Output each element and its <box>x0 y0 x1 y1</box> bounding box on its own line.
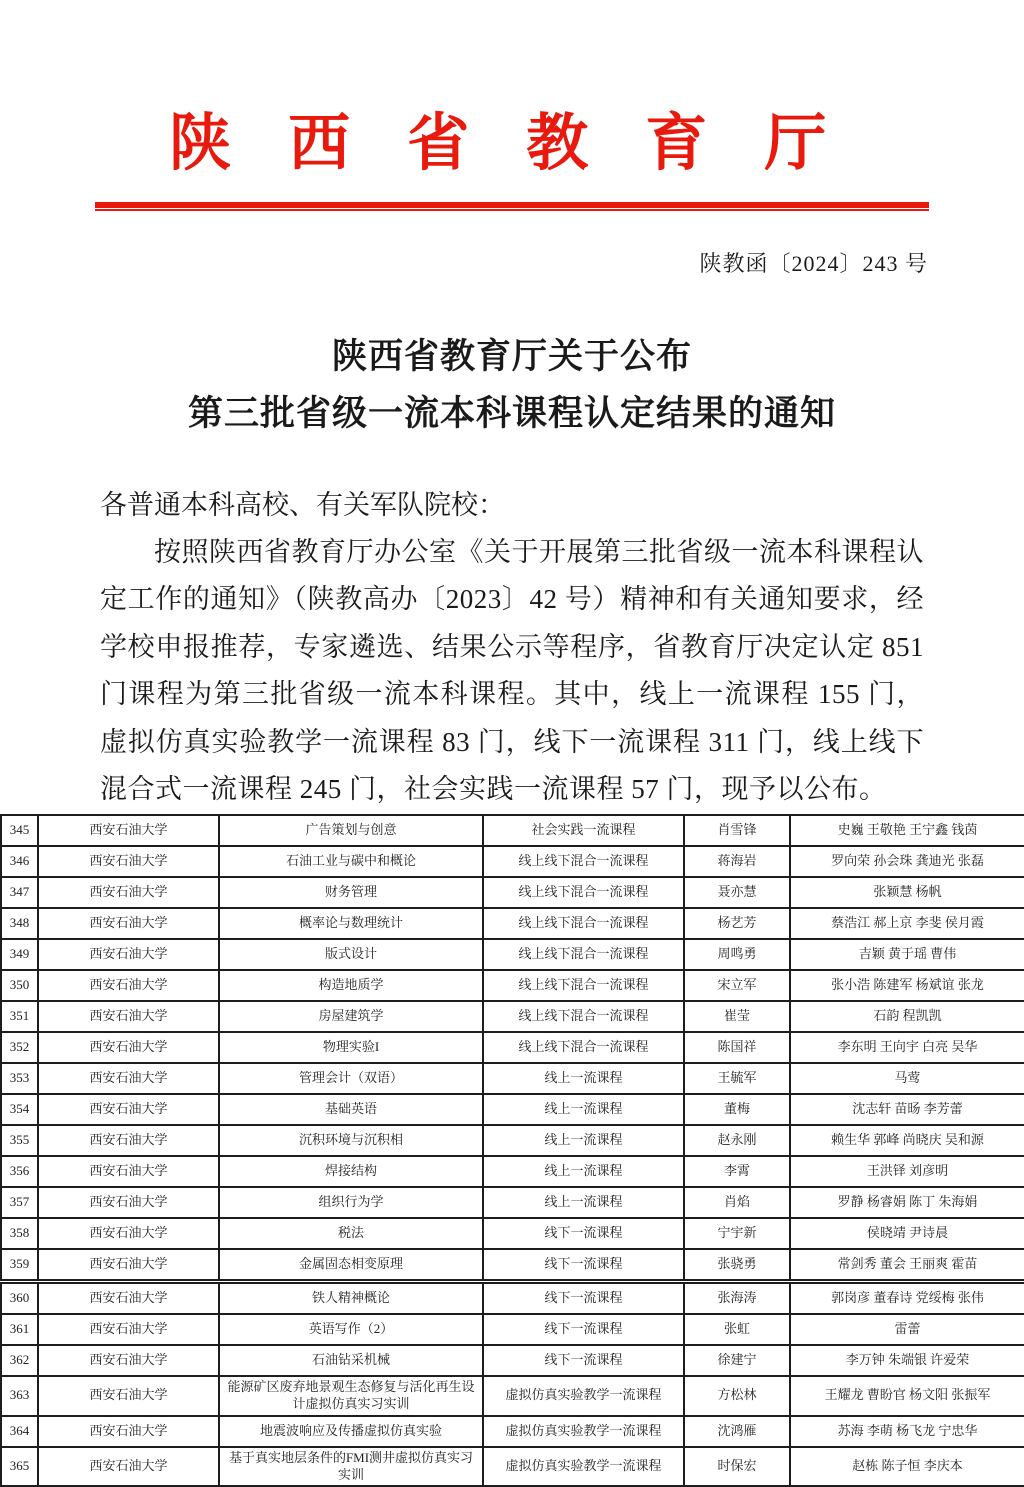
course-name-cell: 能源矿区废弃地景观生态修复与活化再生设计虚拟仿真实习实训 <box>219 1376 483 1416</box>
leader-cell: 肖焰 <box>684 1187 790 1218</box>
notice-title-line1: 陕西省教育厅关于公布 <box>331 336 692 376</box>
course-name-cell: 基于真实地层条件的FMI测井虚拟仿真实习实训 <box>219 1447 483 1487</box>
school-cell: 西安石油大学 <box>38 939 219 970</box>
table-row <box>1 877 1024 908</box>
course-type-cell: 虚拟仿真实验教学一流课程 <box>483 1416 684 1447</box>
course-name-cell: 财务管理 <box>219 877 483 908</box>
row-number-cell: 353 <box>1 1063 38 1094</box>
course-table <box>0 814 1024 1487</box>
team-cell: 张小浩 陈建军 杨斌谊 张龙 <box>790 970 1024 1001</box>
course-type-cell: 线上线下混合一流课程 <box>483 970 684 1001</box>
course-type-cell: 线下一流课程 <box>483 1281 684 1314</box>
leader-cell: 陈国祥 <box>684 1032 790 1063</box>
school-cell: 西安石油大学 <box>38 1416 219 1447</box>
school-cell: 西安石油大学 <box>38 1376 219 1416</box>
leader-cell: 宁宇新 <box>684 1218 790 1249</box>
course-name-cell: 石油钻采机械 <box>219 1345 483 1376</box>
course-name-cell: 地震波响应及传播虚拟仿真实验 <box>219 1416 483 1447</box>
school-cell: 西安石油大学 <box>38 970 219 1001</box>
table-row <box>1 1218 1024 1249</box>
team-cell: 赖生华 郭峰 尚晓庆 吴和源 <box>790 1125 1024 1156</box>
school-cell: 西安石油大学 <box>38 1218 219 1249</box>
team-cell: 苏海 李萌 杨飞龙 宁忠华 <box>790 1416 1024 1447</box>
course-name-cell: 概率论与数理统计 <box>219 908 483 939</box>
leader-cell: 杨艺芳 <box>684 908 790 939</box>
school-cell: 西安石油大学 <box>38 1249 219 1282</box>
team-cell: 罗向荣 孙会珠 龚迪光 张磊 <box>790 846 1024 877</box>
course-name-cell: 构造地质学 <box>219 970 483 1001</box>
course-type-cell: 线下一流课程 <box>483 1345 684 1376</box>
course-type-cell: 线上线下混合一流课程 <box>483 1001 684 1032</box>
leader-cell: 张骁勇 <box>684 1249 790 1282</box>
table-row <box>1 1447 1024 1487</box>
course-type-cell: 虚拟仿真实验教学一流课程 <box>483 1447 684 1487</box>
table-row <box>1 1063 1024 1094</box>
leader-cell: 方松林 <box>684 1376 790 1416</box>
course-type-cell: 线上一流课程 <box>483 1156 684 1187</box>
team-cell: 李万钟 朱端银 许爱荣 <box>790 1345 1024 1376</box>
table-row <box>1 846 1024 877</box>
team-cell: 王洪铎 刘彦明 <box>790 1156 1024 1187</box>
table-row <box>1 1094 1024 1125</box>
team-cell: 赵栋 陈子恒 李庆本 <box>790 1447 1024 1487</box>
school-cell: 西安石油大学 <box>38 846 219 877</box>
table-row <box>1 1125 1024 1156</box>
table-row <box>1 1001 1024 1032</box>
red-divider-rule <box>95 202 929 211</box>
team-cell: 石韵 程凯凯 <box>790 1001 1024 1032</box>
table-row <box>1 1187 1024 1218</box>
leader-cell: 徐建宁 <box>684 1345 790 1376</box>
leader-cell: 李霄 <box>684 1156 790 1187</box>
course-name-cell: 焊接结构 <box>219 1156 483 1187</box>
leader-cell: 赵永刚 <box>684 1125 790 1156</box>
leader-cell: 张虹 <box>684 1314 790 1345</box>
course-name-cell: 广告策划与创意 <box>219 815 483 846</box>
table-row <box>1 970 1024 1001</box>
school-cell: 西安石油大学 <box>38 1281 219 1314</box>
row-number-cell: 364 <box>1 1416 38 1447</box>
course-type-cell: 虚拟仿真实验教学一流课程 <box>483 1376 684 1416</box>
team-cell: 罗静 杨睿娟 陈丁 朱海娟 <box>790 1187 1024 1218</box>
school-cell: 西安石油大学 <box>38 815 219 846</box>
row-number-cell: 347 <box>1 877 38 908</box>
course-type-cell: 社会实践一流课程 <box>483 815 684 846</box>
course-name-cell: 英语写作（2） <box>219 1314 483 1345</box>
school-cell: 西安石油大学 <box>38 1032 219 1063</box>
table-row <box>1 1416 1024 1447</box>
row-number-cell: 350 <box>1 970 38 1001</box>
leader-cell: 蒋海岩 <box>684 846 790 877</box>
school-cell: 西安石油大学 <box>38 1001 219 1032</box>
row-number-cell: 360 <box>1 1281 38 1314</box>
course-name-cell: 税法 <box>219 1218 483 1249</box>
school-cell: 西安石油大学 <box>38 1125 219 1156</box>
team-cell: 常剑秀 董会 王丽爽 霍苗 <box>790 1249 1024 1282</box>
team-cell: 蔡浩江 郝上京 李斐 侯月霞 <box>790 908 1024 939</box>
team-cell: 雷蕾 <box>790 1314 1024 1345</box>
school-cell: 西安石油大学 <box>38 1447 219 1487</box>
agency-header-title: 陕西省教育厅 <box>169 110 884 178</box>
course-name-cell: 金属固态相变原理 <box>219 1249 483 1282</box>
school-cell: 西安石油大学 <box>38 877 219 908</box>
team-cell: 侯晓靖 尹诗晨 <box>790 1218 1024 1249</box>
team-cell: 吉颖 黄于瑶 曹伟 <box>790 939 1024 970</box>
course-name-cell: 石油工业与碳中和概论 <box>219 846 483 877</box>
row-number-cell: 348 <box>1 908 38 939</box>
team-cell: 郭岗彦 董春诗 党绥梅 张伟 <box>790 1281 1024 1314</box>
row-number-cell: 358 <box>1 1218 38 1249</box>
row-number-cell: 357 <box>1 1187 38 1218</box>
school-cell: 西安石油大学 <box>38 908 219 939</box>
row-number-cell: 361 <box>1 1314 38 1345</box>
row-number-cell: 356 <box>1 1156 38 1187</box>
course-table-body <box>1 815 1024 1487</box>
row-number-cell: 362 <box>1 1345 38 1376</box>
course-name-cell: 房屋建筑学 <box>219 1001 483 1032</box>
course-type-cell: 线上一流课程 <box>483 1063 684 1094</box>
course-type-cell: 线下一流课程 <box>483 1314 684 1345</box>
row-number-cell: 349 <box>1 939 38 970</box>
table-row <box>1 1156 1024 1187</box>
course-type-cell: 线上线下混合一流课程 <box>483 939 684 970</box>
table-row <box>1 908 1024 939</box>
course-type-cell: 线上线下混合一流课程 <box>483 908 684 939</box>
course-type-cell: 线上一流课程 <box>483 1125 684 1156</box>
row-number-cell: 359 <box>1 1249 38 1282</box>
table-row <box>1 1314 1024 1345</box>
course-type-cell: 线上线下混合一流课程 <box>483 1032 684 1063</box>
row-number-cell: 352 <box>1 1032 38 1063</box>
leader-cell: 肖雪锋 <box>684 815 790 846</box>
course-name-cell: 铁人精神概论 <box>219 1281 483 1314</box>
school-cell: 西安石油大学 <box>38 1314 219 1345</box>
table-row <box>1 1345 1024 1376</box>
doc-number: 陕教函〔2024〕243 号 <box>699 250 928 276</box>
course-type-cell: 线上一流课程 <box>483 1187 684 1218</box>
row-number-cell: 363 <box>1 1376 38 1416</box>
leader-cell: 宋立军 <box>684 970 790 1001</box>
course-name-cell: 管理会计（双语） <box>219 1063 483 1094</box>
team-cell: 王耀龙 曹盼官 杨文阳 张振军 <box>790 1376 1024 1416</box>
course-name-cell: 版式设计 <box>219 939 483 970</box>
notice-title-line2: 第三批省级一流本科课程认定结果的通知 <box>187 393 836 433</box>
leader-cell: 周鸣勇 <box>684 939 790 970</box>
table-row <box>1 1032 1024 1063</box>
row-number-cell: 351 <box>1 1001 38 1032</box>
course-type-cell: 线上一流课程 <box>483 1094 684 1125</box>
salutation: 各普通本科高校、有关军队院校： <box>100 489 505 520</box>
course-name-cell: 沉积环境与沉积相 <box>219 1125 483 1156</box>
team-cell: 马莺 <box>790 1063 1024 1094</box>
school-cell: 西安石油大学 <box>38 1063 219 1094</box>
leader-cell: 张海涛 <box>684 1281 790 1314</box>
leader-cell: 王毓军 <box>684 1063 790 1094</box>
row-number-cell: 345 <box>1 815 38 846</box>
team-cell: 张颖慧 杨帆 <box>790 877 1024 908</box>
table-row <box>1 1249 1024 1282</box>
leader-cell: 聂亦慧 <box>684 877 790 908</box>
course-type-cell: 线上线下混合一流课程 <box>483 846 684 877</box>
table-row <box>1 1376 1024 1416</box>
table-row <box>1 815 1024 846</box>
course-type-cell: 线下一流课程 <box>483 1218 684 1249</box>
course-name-cell: 物理实验I <box>219 1032 483 1063</box>
leader-cell: 董梅 <box>684 1094 790 1125</box>
leader-cell: 崔莹 <box>684 1001 790 1032</box>
course-type-cell: 线上线下混合一流课程 <box>483 877 684 908</box>
school-cell: 西安石油大学 <box>38 1094 219 1125</box>
row-number-cell: 365 <box>1 1447 38 1487</box>
row-number-cell: 346 <box>1 846 38 877</box>
notice-title <box>0 328 1024 442</box>
leader-cell: 时保宏 <box>684 1447 790 1487</box>
school-cell: 西安石油大学 <box>38 1187 219 1218</box>
row-number-cell: 354 <box>1 1094 38 1125</box>
school-cell: 西安石油大学 <box>38 1345 219 1376</box>
course-name-cell: 组织行为学 <box>219 1187 483 1218</box>
leader-cell: 沈鸿雁 <box>684 1416 790 1447</box>
body-paragraph: 按照陕西省教育厅办公室《关于开展第三批省级一流本科课程认定工作的通知》（陕教高办〔2023〕42 号）精神和有关通知要求，经学校申报推荐，专家遴选、结果公示等程序，省教育厅决定认定 851 门课程为第三批省级一流本科课程。其中，线上一流课程 155 门，虚拟仿真实验教学一流课程 83 门，线下一流课程 311 门，线上线下混合式一流课程 245 门，社会实践一流课程 57 门，现予以公布。 <box>100 536 924 805</box>
table-row <box>1 939 1024 970</box>
course-type-cell: 线下一流课程 <box>483 1249 684 1282</box>
team-cell: 李东明 王向宇 白亮 吴华 <box>790 1032 1024 1063</box>
team-cell: 沈志轩 苗旸 李芳蕾 <box>790 1094 1024 1125</box>
course-name-cell: 基础英语 <box>219 1094 483 1125</box>
school-cell: 西安石油大学 <box>38 1156 219 1187</box>
table-row <box>1 1281 1024 1314</box>
row-number-cell: 355 <box>1 1125 38 1156</box>
team-cell: 史巍 王敬艳 王宁鑫 钱茵 <box>790 815 1024 846</box>
